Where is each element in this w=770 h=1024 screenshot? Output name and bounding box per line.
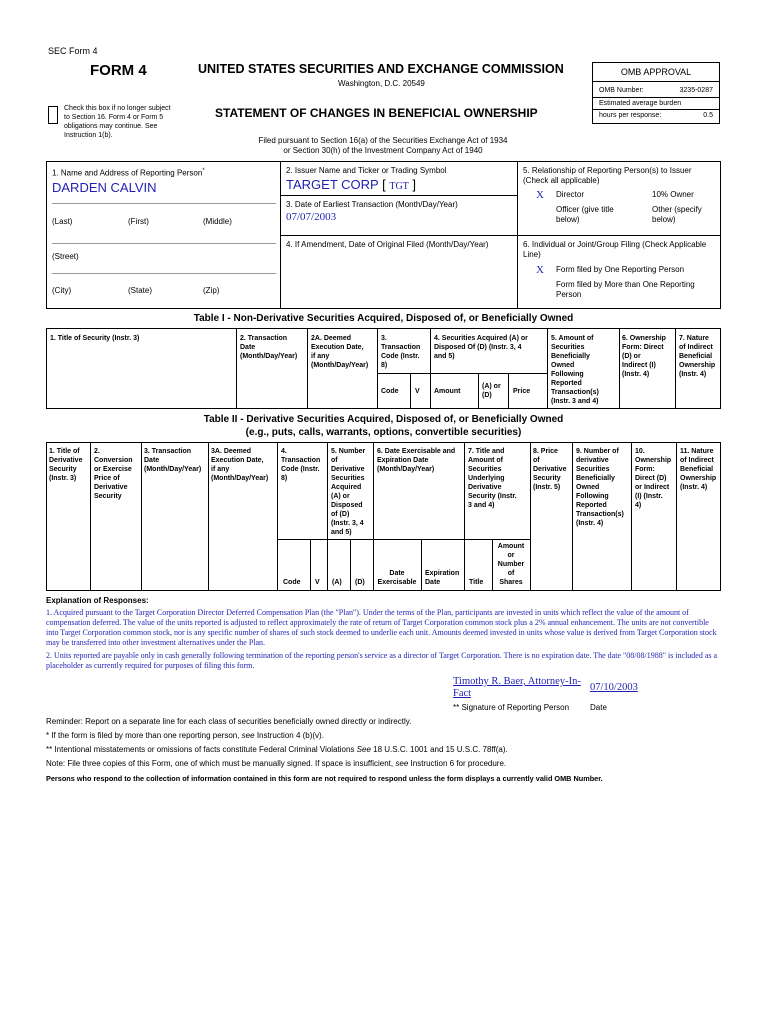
checkbox-text: Check this box if no longer subject to Section 16. Form 4 or Form 5 obligations may continue. See Instruction 1(b). xyxy=(64,105,171,139)
t2-col-deemed-date: 3A. Deemed Execution Date, if any (Month/Day/Year) xyxy=(211,448,269,482)
street-label: (Street) xyxy=(52,252,79,261)
issuer-name-line: TARGET CORP [ TGT ] xyxy=(286,177,417,192)
table2-title: Table II - Derivative Securities Acquired, Disposed of, or Beneficially Owned (e.g., puts, calls, warrants, options, convertible securities) xyxy=(203,414,564,438)
filed-pursuant: Filed pursuant to Section 16(a) of the Securities Exchange Act of 1934 or Section 30(h) of the Investment Company Act of 1940 xyxy=(258,136,508,155)
t1-col-transaction-code: 3. Transaction Code (Instr. 8) xyxy=(381,335,421,369)
signature-name: Timothy R. Baer, Attorney-In- Fact xyxy=(453,676,581,699)
t2-col-underlying: 7. Title and Amount of Securities Underlying Derivative Security (Instr. 3 and 4) xyxy=(468,448,517,509)
reporting-person-label: 1. Name and Address of Reporting Person* xyxy=(52,168,205,178)
sec-form-label: SEC Form 4 xyxy=(48,46,98,56)
t2-col-conversion-price: 2. Conversion or Exercise Price of Derivative Security xyxy=(94,448,133,500)
t2-sub-a: (A) xyxy=(332,579,342,586)
omb-burden-label: Estimated average burden xyxy=(599,100,682,107)
omb-approval-box xyxy=(592,62,720,124)
t2-sub-date-exercisable: Date Exercisable xyxy=(377,570,417,586)
city-label: (City) xyxy=(52,286,72,295)
filing-type-label: 6. Individual or Joint/Group Filing (Check Applicable Line) xyxy=(523,240,707,259)
t1-sub-v: V xyxy=(415,388,420,395)
t1-col-amount-owned: 5. Amount of Securities Beneficially Owned Following Reported Transaction(s) (Instr. 3 and 4) xyxy=(551,335,599,405)
t1-col-ownership-form: 6. Ownership Form: Direct (D) or Indirect (I) (Instr. 4) xyxy=(622,335,666,378)
first-label: (First) xyxy=(128,217,149,226)
omb-title: OMB APPROVAL xyxy=(620,67,692,77)
amendment-label: 4. If Amendment, Date of Original Filed (Month/Day/Year) xyxy=(286,240,489,249)
t1-col-nature: 7. Nature of Indirect Beneficial Ownership (Instr. 4) xyxy=(679,335,716,378)
t2-col-price: 8. Price of Derivative Security (Instr. 5) xyxy=(533,448,567,491)
misstatements-note: ** Intentional misstatements or omissions of facts constitute Federal Criminal Violations See 18 U.S.C. 1001 and 15 U.S.C. 78ff(a). xyxy=(46,745,508,754)
agency-location: Washington, D.C. 20549 xyxy=(338,79,425,88)
reporting-person-name: DARDEN CALVIN xyxy=(52,180,157,195)
no-longer-subject-checkbox[interactable] xyxy=(48,106,58,124)
t2-col-transaction-code: 4. Transaction Code (Instr. 8) xyxy=(281,448,321,482)
ticker-symbol: TGT xyxy=(389,181,409,192)
issuer-name: TARGET CORP xyxy=(286,177,379,192)
date-label: Date xyxy=(590,703,607,712)
earliest-transaction-label: 3. Date of Earliest Transaction (Month/Day/Year) xyxy=(286,200,458,209)
director-mark[interactable]: X xyxy=(536,189,544,201)
t1-col-deemed-date: 2A. Deemed Execution Date, if any (Month/Day/Year) xyxy=(311,335,369,369)
t1-sub-code: Code xyxy=(381,388,399,395)
table1-title: Table I - Non-Derivative Securities Acquired, Disposed of, or Beneficially Owned xyxy=(193,313,574,324)
state-label: (State) xyxy=(128,286,153,295)
earliest-transaction-date: 07/07/2003 xyxy=(286,211,337,223)
omb-number-value: 3235-0287 xyxy=(679,87,713,94)
t2-col-nature: 11. Nature of Indirect Beneficial Ownership (Instr. 4) xyxy=(680,448,717,491)
t2-col-ownership-form: 10. Ownership Form: Direct (D) or Indirect (I) (Instr. 4) xyxy=(635,448,672,509)
explanation-note-1: 1. Acquired pursuant to the Target Corporation Director Deferred Compensation Plan (the "Plan"). Under the terms of the Plan, participants are invested in units which reflect the value of the amount of compensation deferred. The value of the units reported is adjusted to reflect approximately the rate of return of Target Corporation common stock plus a 2% annual enhancement. The units are not convertible into Target Corporation common stock, nor is any specific number of shares of such stock deemed to underlie each unit. Amounts deemed invested in units whose value is derived from Target Corporation stock may be transferred into other investment alternatives under the Plan. xyxy=(46,608,717,647)
last-label: (Last) xyxy=(52,217,73,226)
t2-sub-v: V xyxy=(315,579,320,586)
t2-sub-title: Title xyxy=(469,579,484,586)
t1-sub-amount: Amount xyxy=(434,388,461,395)
t2-sub-code: Code xyxy=(283,579,301,586)
one-person-label: Form filed by One Reporting Person xyxy=(556,265,685,274)
director-label: Director xyxy=(556,190,585,199)
t2-sub-expiration: Expiration Date xyxy=(425,570,460,586)
t1-sub-price: Price xyxy=(513,388,531,395)
signature-label: ** Signature of Reporting Person xyxy=(453,703,570,712)
t1-col-securities-acquired: 4. Securities Acquired (A) or Disposed Of (D) (Instr. 3, 4 and 5) xyxy=(434,335,528,360)
t1-sub-a-or-d: (A) or (D) xyxy=(482,383,501,399)
t2-col-title: 1. Title of Derivative Security (Instr. 3) xyxy=(49,448,83,482)
t2-col-number-derivative: 5. Number of Derivative Securities Acquired (A) or Disposed of (D) (Instr. 3, 4 and 5) xyxy=(331,448,366,536)
t2-sub-amount: Amount or Number of Shares xyxy=(497,543,525,586)
t2-sub-d: (D) xyxy=(355,579,365,586)
explanation-note-2: 2. Units reported are payable only in cash generally following termination of the reporting person's service as a director of Target Corporation. There is no expiration date. The date "08/08/1988" is included as a placeholder as currently required for purposes of filing this form. xyxy=(46,651,718,670)
multiple-persons-note: * If the form is filed by more than one reporting person, see Instruction 4 (b)(v). xyxy=(46,731,324,740)
omb-number-label: OMB Number: xyxy=(599,87,644,94)
multiple-persons-label: Form filed by More than One Reporting Person xyxy=(556,280,695,299)
zip-label: (Zip) xyxy=(203,286,220,295)
t2-col-transaction-date: 3. Transaction Date (Month/Day/Year) xyxy=(144,448,202,473)
ten-percent-owner-label: 10% Owner xyxy=(652,190,694,199)
t2-col-number-owned: 9. Number of derivative Securities Beneficially Owned Following Reported Transaction(s) (Instr. 4) xyxy=(576,448,624,527)
omb-hours-value: 0.5 xyxy=(703,112,713,119)
reminder-text: Reminder: Report on a separate line for each class of securities beneficially owned directly or indirectly. xyxy=(46,717,412,726)
statement-title: STATEMENT OF CHANGES IN BENEFICIAL OWNERSHIP xyxy=(215,106,538,120)
omb-respond-note: Persons who respond to the collection of information contained in this form are not required to respond unless the form displays a currently valid OMB Number. xyxy=(46,774,603,783)
agency-title: UNITED STATES SECURITIES AND EXCHANGE COMMISSION xyxy=(198,62,564,76)
signature-date: 07/10/2003 xyxy=(590,682,638,693)
middle-label: (Middle) xyxy=(203,217,232,226)
t1-col-title: 1. Title of Security (Instr. 3) xyxy=(50,335,140,342)
relationship-label: 5. Relationship of Reporting Person(s) to Issuer (Check all applicable) xyxy=(523,166,692,185)
one-person-mark[interactable]: X xyxy=(536,264,544,276)
form-title: FORM 4 xyxy=(90,62,147,79)
t2-col-exercise-dates: 6. Date Exercisable and Expiration Date (Month/Day/Year) xyxy=(377,448,456,473)
file-copies-note: Note: File three copies of this Form, one of which must be manually signed. If space is insufficient, see Instruction 6 for procedure. xyxy=(46,759,507,768)
omb-hours-label: hours per response: xyxy=(599,112,662,119)
explanation-title: Explanation of Responses: xyxy=(46,596,149,605)
officer-label: Officer (give title below) xyxy=(556,205,614,224)
other-label: Other (specify below) xyxy=(652,205,702,224)
t1-col-transaction-date: 2. Transaction Date (Month/Day/Year) xyxy=(240,335,298,360)
issuer-label: 2. Issuer Name and Ticker or Trading Symbol xyxy=(286,166,447,175)
